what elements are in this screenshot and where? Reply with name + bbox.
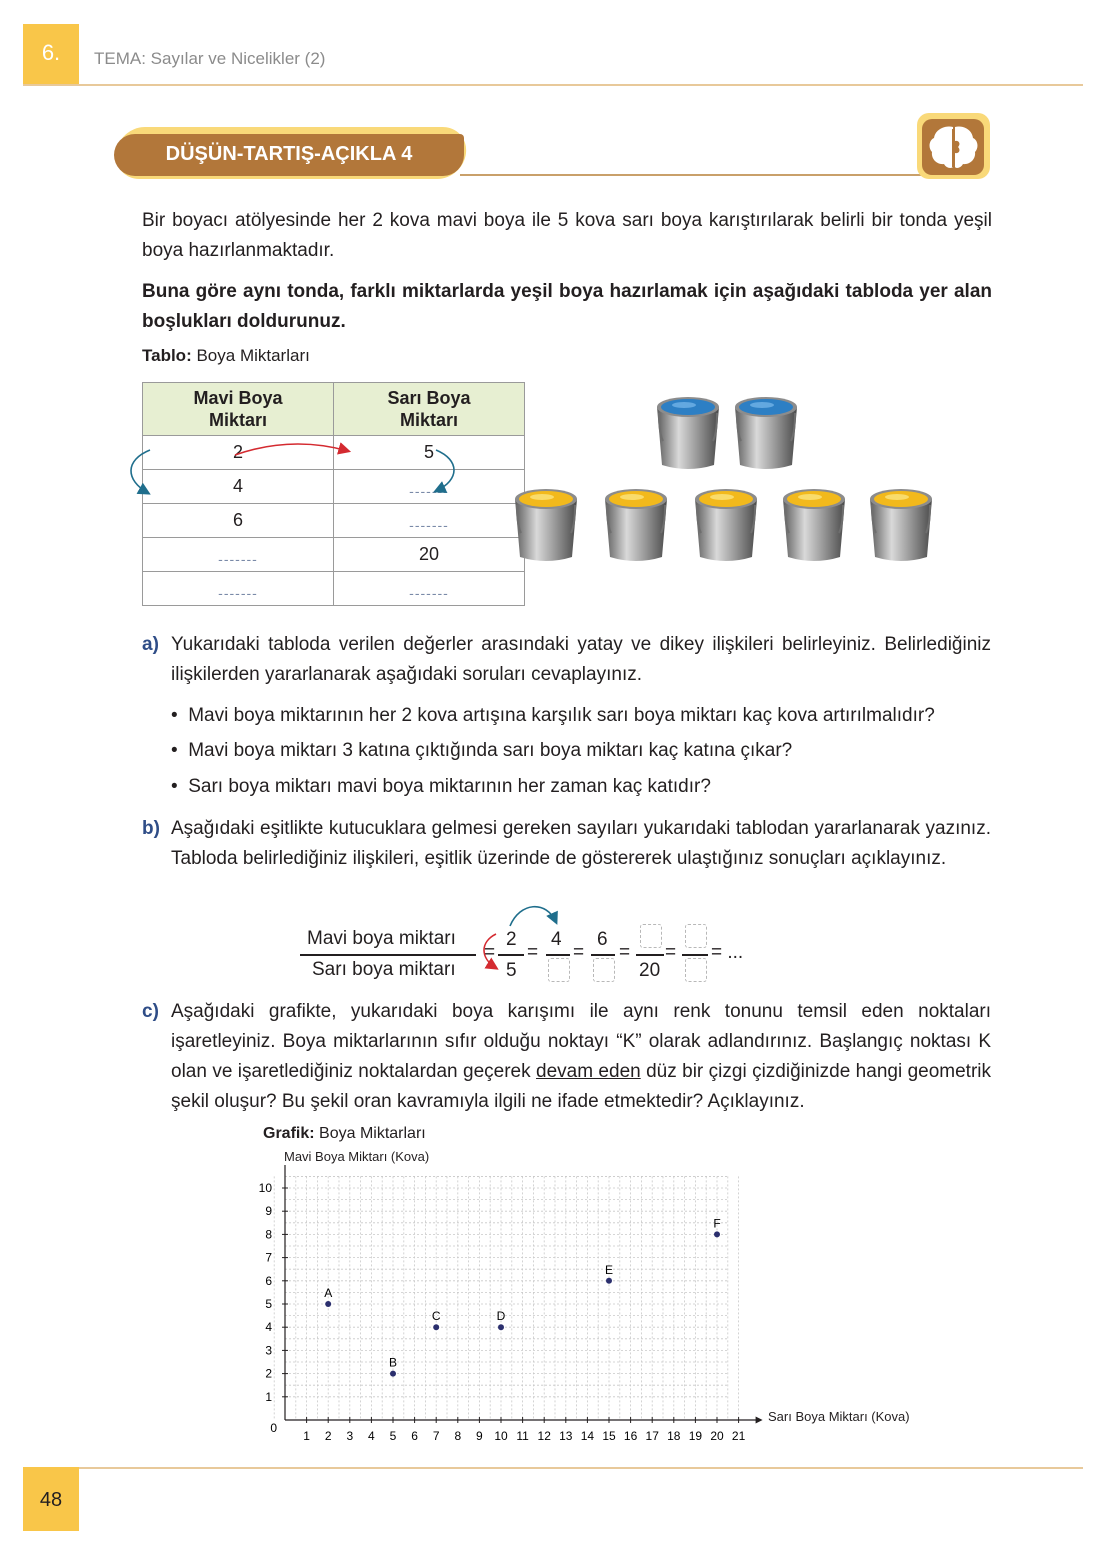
instruction-paragraph: Buna göre aynı tonda, farklı miktarlarda yeşil boya hazırlamak için aşağıdaki tabloda yer alan boşlukları doldurunuz. [142,281,992,332]
x-tick-label: 7 [432,1429,440,1443]
y-axis-title: Mavi Boya Miktarı (Kova) [284,1149,430,1164]
equals-sign: = [619,942,631,963]
question-a-text: Yukarıdaki tabloda verilen değerler arasındaki yatay ve dikey ilişkileri belirleyiniz. Belirlediğiniz ilişkilerden yararlanarak aşağıdaki soruları cevaplayınız. [171,634,991,685]
fraction-numerator: 4 [551,929,562,950]
y-tick-label: 2 [265,1366,272,1381]
equation-arrows [470,898,570,978]
y-tick-label: 9 [265,1204,272,1219]
x-tick-label: 15 [602,1429,616,1443]
horizontal-arrow [235,444,348,455]
question-b-text: Aşağıdaki eşitlikte kutucuklara gelmesi gereken sayıları yukarıdaki tablodan yararlanarak yazınız. Tabloda belirlediğiniz ilişkileri, eşitlik üzerinde de göstererek ulaştığınız sonuçları açıklayınız. [171,818,991,869]
blue-bucket [657,397,719,469]
table-cell-blank[interactable] [334,504,525,538]
fraction-denominator: 5 [506,960,517,981]
x-tick-label: 13 [559,1429,573,1443]
numerator-arrow [510,907,556,926]
table-caption-text: Boya Miktarları [196,346,310,365]
ratio-arrow [484,934,496,968]
equation-ellipsis: = ... [711,942,744,963]
blue-bucket [735,397,797,469]
question-c-text [171,997,991,1117]
chart-caption-label: Grafik: [263,1125,315,1142]
section-title: DÜŞÜN-TARTIŞ-AÇIKLA 4 [165,143,413,165]
yellow-bucket [783,489,845,561]
x-tick-label: 4 [368,1429,375,1443]
table-cell: 4 [143,470,334,504]
x-tick-label: 17 [645,1429,659,1443]
point-label: F [713,1216,721,1231]
banner-divider [460,174,922,176]
x-tick-label: 9 [476,1429,483,1443]
fraction-bar [591,954,615,956]
equals-sign: = [527,942,539,963]
fraction-bar [300,954,476,956]
x-tick-label: 12 [537,1429,551,1443]
header-divider [23,84,1083,86]
x-tick-label: 1 [303,1429,310,1443]
question-a-label: a) [142,634,159,655]
table-cell-blank[interactable] [143,572,334,606]
answer-box[interactable] [640,924,662,948]
table-header-blue: Mavi Boya Miktarı [143,383,334,436]
bullet-item: • Sarı boya miktarı mavi boya miktarının her zaman kaç katıdır? [171,776,711,797]
x-tick-label: 8 [454,1429,462,1443]
y-tick-label: 5 [265,1297,272,1311]
equals-sign: = [484,942,496,963]
x-axis-title: Sarı Boya Miktarı (Kova) [768,1409,910,1424]
answer-box[interactable] [593,958,615,982]
footer-divider [23,1467,1083,1469]
y-tick-label: 4 [265,1320,272,1335]
chart-caption [263,1125,426,1143]
x-tick-label: 19 [688,1429,703,1443]
table-caption [142,346,310,366]
theme-title: TEMA: Sayılar ve Nicelikler (2) [94,49,326,68]
table-cell: 20 [334,538,525,572]
chart-caption-text: Boya Miktarları [319,1125,426,1142]
point-label: D [496,1309,506,1324]
point-label: C [431,1309,441,1324]
bullet-text: Mavi boya miktarı 3 katına çıktığında sarı boya miktarı kaç katına çıkar? [188,740,793,761]
table-cell-blank[interactable] [334,572,525,606]
equals-sign: = [665,942,677,963]
yellow-bucket [515,489,577,561]
answer-box[interactable] [685,924,707,948]
x-tick-label: 2 [324,1429,332,1443]
equals-sign: = [573,942,585,963]
y-tick-label: 6 [265,1273,272,1288]
x-tick-label: 20 [710,1429,724,1443]
blank-line: ------- [218,585,258,601]
fraction-denominator: 20 [639,960,661,981]
point-label: B [388,1355,398,1370]
x-tick-label: 14 [580,1429,595,1443]
data-point [606,1278,612,1284]
blank-line: ------- [409,483,449,499]
table-cell: 5 [334,436,525,470]
y-tick-label: 3 [265,1343,272,1358]
table-header-yellow: Sarı Boya Miktarı [334,383,525,436]
bullet-item: • Mavi boya miktarının her 2 kova artışına karşılık sarı boya miktarı kaç kova artırılmalıdır? [171,705,935,726]
equation-numerator-label: Mavi boya miktarı [307,928,456,949]
y-tick-label: 1 [265,1389,272,1404]
answer-box[interactable] [685,958,707,982]
equation-denominator-label: Sarı boya miktarı [312,959,456,980]
table-cell: 2 [143,436,334,470]
yellow-bucket [695,489,757,561]
y-tick-label: 7 [265,1250,272,1265]
left-vertical-arrow [131,450,150,493]
question-c-label: c) [142,1001,159,1022]
x-tick-label: 6 [411,1429,418,1443]
fraction-bar [636,954,664,956]
question-c-text-after: düz bir çizgi çizdiğinizde hangi geometrik şekil oluşur? Bu şekil oran kavramıyla ilgili ne ifade etmektedir? Açıklayınız. [171,1061,991,1112]
point-label: E [604,1262,614,1277]
x-axis-arrow [756,1417,763,1424]
table-cell-blank[interactable] [143,538,334,572]
x-tick-label: 10 [494,1429,508,1443]
data-point [390,1371,396,1377]
fraction-numerator: 6 [597,929,608,950]
scatter-chart [250,1165,770,1455]
yellow-bucket [870,489,932,561]
x-tick-label: 5 [389,1429,397,1443]
bullet-text: Mavi boya miktarının her 2 kova artışına karşılık sarı boya miktarı kaç kova artırılmalıdır? [188,705,935,726]
question-c-text-before: Aşağıdaki grafikte, yukarıdaki boya karışımı ile aynı renk tonunu temsil eden noktaları işaretleyiniz. Boya miktarlarının sıfır olduğu noktayı “K” olarak adlandırınız. Başlangıç noktası K olan ve işaretlediğiniz noktalardan geçerek [171,1001,991,1082]
fraction-numerator: 2 [506,929,517,950]
paint-buckets [505,385,945,570]
table-caption-label: Tablo: [142,346,192,365]
blank-line: ------- [409,517,449,533]
x-tick-label: 16 [623,1429,638,1443]
data-point [498,1324,504,1330]
x-tick-label: 3 [346,1429,354,1443]
x-tick-label: 18 [667,1429,681,1443]
page-number: 48 [39,1489,63,1511]
yellow-bucket [605,489,667,561]
data-point [433,1324,439,1330]
x-tick-label: 21 [731,1429,746,1443]
intro-paragraph: Bir boyacı atölyesinde her 2 kova mavi boya ile 5 kova sarı boya karıştırılarak belirli bir tonda yeşil boya hazırlanmaktadır. [142,210,992,261]
table-cell: 6 [143,504,334,538]
blank-line: ------- [409,585,449,601]
bullet-text: Sarı boya miktarı mavi boya miktarının her zaman kaç katıdır? [188,776,711,797]
right-vertical-arrow [436,450,454,491]
bullet-item: • Mavi boya miktarı 3 katına çıktığında sarı boya miktarı kaç katına çıkar? [171,740,793,761]
x-tick-label: 11 [516,1429,529,1443]
data-point [325,1301,331,1307]
origin-label: 0 [270,1421,277,1435]
puzzle-brain-icon [922,119,984,175]
point-label: A [324,1286,333,1300]
table-arrows [120,435,460,505]
fraction-bar [682,954,708,956]
unit-number: 6. [41,40,61,65]
blank-line: ------- [218,551,258,567]
y-tick-label: 10 [258,1181,272,1195]
y-tick-label: 8 [265,1227,272,1242]
question-c-underlined: devam eden [536,1061,641,1082]
question-b-label: b) [142,818,160,839]
data-point [714,1231,720,1237]
